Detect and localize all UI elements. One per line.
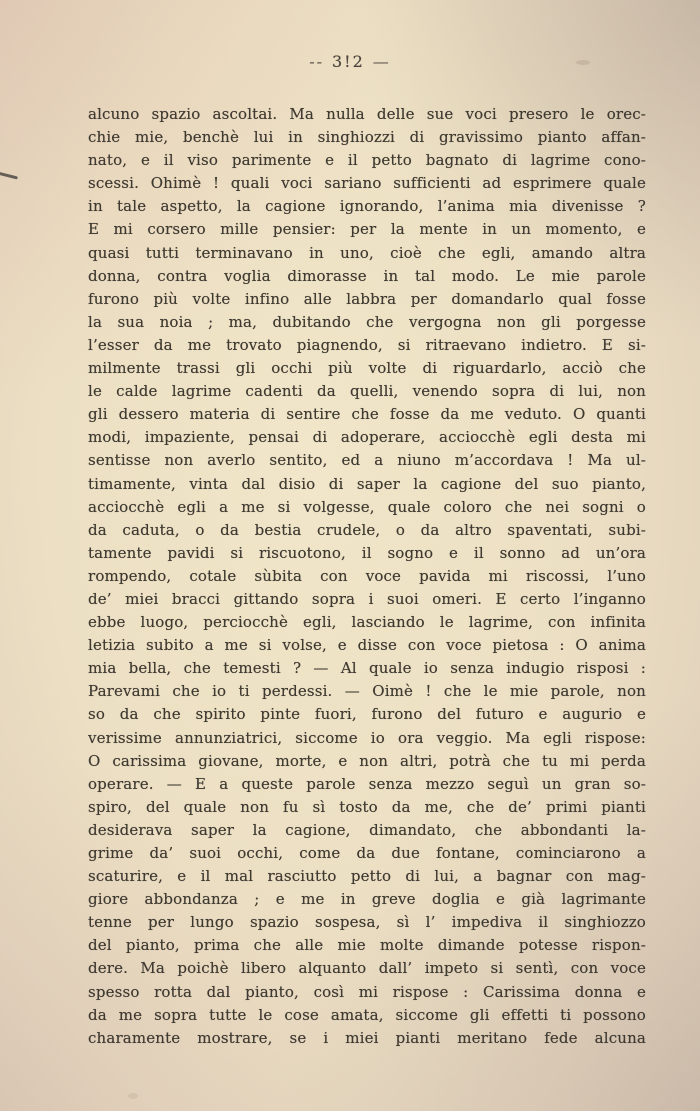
text-line: timamente, vinta dal disio di saper la cagione del suo pianto, bbox=[88, 474, 646, 493]
paper-smudge bbox=[128, 1093, 138, 1099]
text-line: del pianto, prima che alle mie molte dimande potesse rispon- bbox=[88, 936, 646, 955]
text-line: donna, contra voglia dimorasse in tal modo. Le mie parole bbox=[88, 266, 646, 285]
text-line: quasi tutti terminavano in uno, cioè che egli, amando altra bbox=[88, 243, 646, 262]
ink-mark bbox=[0, 171, 18, 179]
text-line: spesso rotta dal pianto, così mi rispose : Carissima donna e bbox=[88, 982, 646, 1001]
text-line: nato, e il viso parimente e il petto bagnato di lagrime cono- bbox=[88, 151, 646, 170]
text-line: sentisse non averlo sentito, ed a niuno m’accordava ! Ma ul- bbox=[88, 451, 646, 470]
text-line: dere. Ma poichè libero alquanto dall’ impeto si sentì, con voce bbox=[88, 959, 646, 978]
page-number-right-dash: — bbox=[372, 52, 391, 71]
text-line: da caduta, o da bestia crudele, o da altro spaventati, subi- bbox=[88, 520, 646, 539]
text-line: alcuno spazio ascoltai. Ma nulla delle sue voci presero le orec- bbox=[88, 105, 646, 123]
page-text bbox=[88, 103, 646, 1050]
text-line: verissime annunziatrici, siccome io ora veggio. Ma egli rispose: bbox=[88, 728, 646, 747]
text-line: Parevami che io ti perdessi. — Oimè ! che le mie parole, non bbox=[88, 682, 646, 701]
text-line: desiderava saper la cagione, dimandato, che abbondanti la- bbox=[88, 820, 646, 839]
text-line: letizia subito a me si volse, e disse con voce pietosa : O anima bbox=[88, 636, 646, 655]
text-line: spiro, del quale non fu sì tosto da me, che de’ primi pianti bbox=[88, 797, 646, 816]
text-line: le calde lagrime cadenti da quelli, venendo sopra di lui, non bbox=[88, 382, 646, 401]
text-line: furono più volte infino alle labbra per domandarlo qual fosse bbox=[88, 289, 646, 308]
text-line: rompendo, cotale sùbita con voce pavida mi riscossi, l’uno bbox=[88, 566, 646, 585]
text-line: de’ miei bracci gittando sopra i suoi omeri. E certo l’inganno bbox=[88, 589, 646, 608]
text-line: grime da’ suoi occhi, come da due fontane, cominciarono a bbox=[88, 844, 646, 862]
text-line: l’esser da me trovato piagnendo, si ritraevano indietro. E si- bbox=[88, 335, 646, 354]
page-number-value: 3!2 bbox=[332, 52, 365, 71]
text-line: charamente mostrare, se i miei pianti meritano fede alcuna bbox=[88, 1028, 646, 1047]
page-number-left-dash: -- bbox=[309, 52, 324, 71]
text-line: mia bella, che temesti ? — Al quale io senza indugio risposi : bbox=[88, 659, 646, 678]
text-line: gli dessero materia di sentire che fosse da me veduto. O quanti bbox=[88, 405, 646, 424]
text-line: modi, impaziente, pensai di adoperare, acciocchè egli desta mi bbox=[88, 428, 646, 447]
text-line: in tale aspetto, la cagione ignorando, l’anima mia divenisse ? bbox=[88, 197, 646, 216]
text-line: scessi. Ohimè ! quali voci sariano sufficienti ad esprimere quale bbox=[88, 174, 646, 193]
text-line: milmente trassi gli occhi più volte di riguardarlo, acciò che bbox=[88, 359, 646, 378]
text-line: la sua noia ; ma, dubitando che vergogna non gli porgesse bbox=[88, 312, 646, 331]
text-line: so da che spirito pinte fuori, furono del futuro e augurio e bbox=[88, 705, 646, 724]
text-line: acciocchè egli a me si volgesse, quale coloro che nei sogni o bbox=[88, 497, 646, 516]
text-line: da me sopra tutte le cose amata, siccome gli effetti ti possono bbox=[88, 1005, 646, 1024]
text-line: ebbe luogo, perciocchè egli, lasciando le lagrime, con infinita bbox=[88, 613, 646, 632]
text-line: chie mie, benchè lui in singhiozzi di gravissimo pianto affan- bbox=[88, 128, 646, 147]
text-line: scaturire, e il mal rasciutto petto di lui, a bagnar con mag- bbox=[88, 867, 646, 886]
text-line: operare. — E a queste parole senza mezzo seguì un gran so- bbox=[88, 774, 646, 793]
text-line: E mi corsero mille pensier: per la mente in un momento, e bbox=[88, 220, 646, 239]
text-line: giore abbondanza ; e me in greve doglia e già lagrimante bbox=[88, 890, 646, 909]
text-line: tenne per lungo spazio sospesa, sì l’ impediva il singhiozzo bbox=[88, 913, 646, 932]
text-line: tamente pavidi si riscuotono, il sogno e il sonno ad un’ora bbox=[88, 543, 646, 562]
page-number bbox=[0, 52, 700, 71]
text-line: O carissima giovane, morte, e non altri, potrà che tu mi perda bbox=[88, 751, 646, 770]
